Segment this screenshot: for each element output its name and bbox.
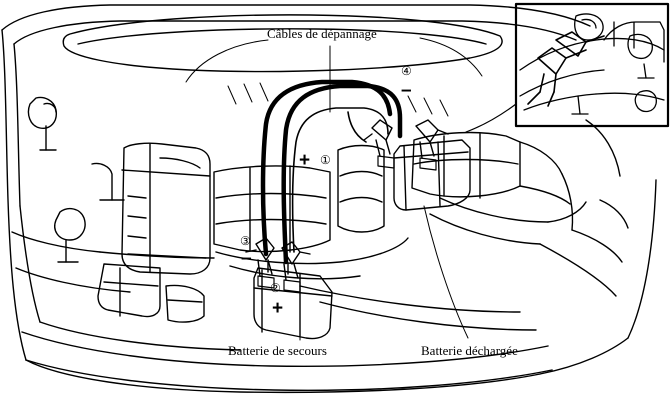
polarity-sign-1: + [299,150,311,171]
clamp-negative-dead [416,120,448,158]
label-discharged-battery: Batterie déchargée [421,343,518,358]
clamp-positive-dead [364,120,392,156]
polarity-sign-3: – [241,248,252,269]
battery-terminal-posts-dead [378,156,436,170]
callout-1: ① [320,153,331,167]
label-backup-battery: Batterie de secours [228,343,327,358]
callout-3: ③ [240,234,251,248]
jumper-cable-positive [284,86,400,262]
label-jumper-cables: Câbles de dépannage [267,26,377,41]
backup-battery [254,262,332,339]
polarity-sign-4: – [401,80,412,101]
airbox-assembly [122,143,210,274]
vehicle-body-outline [2,5,656,392]
hood-panel [63,15,502,72]
callout-2: ② [270,281,281,295]
polarity-sign-2: + [272,298,284,319]
left-fender-structure [12,98,240,351]
callout-4: ④ [401,64,412,78]
right-side-structures [300,120,628,330]
